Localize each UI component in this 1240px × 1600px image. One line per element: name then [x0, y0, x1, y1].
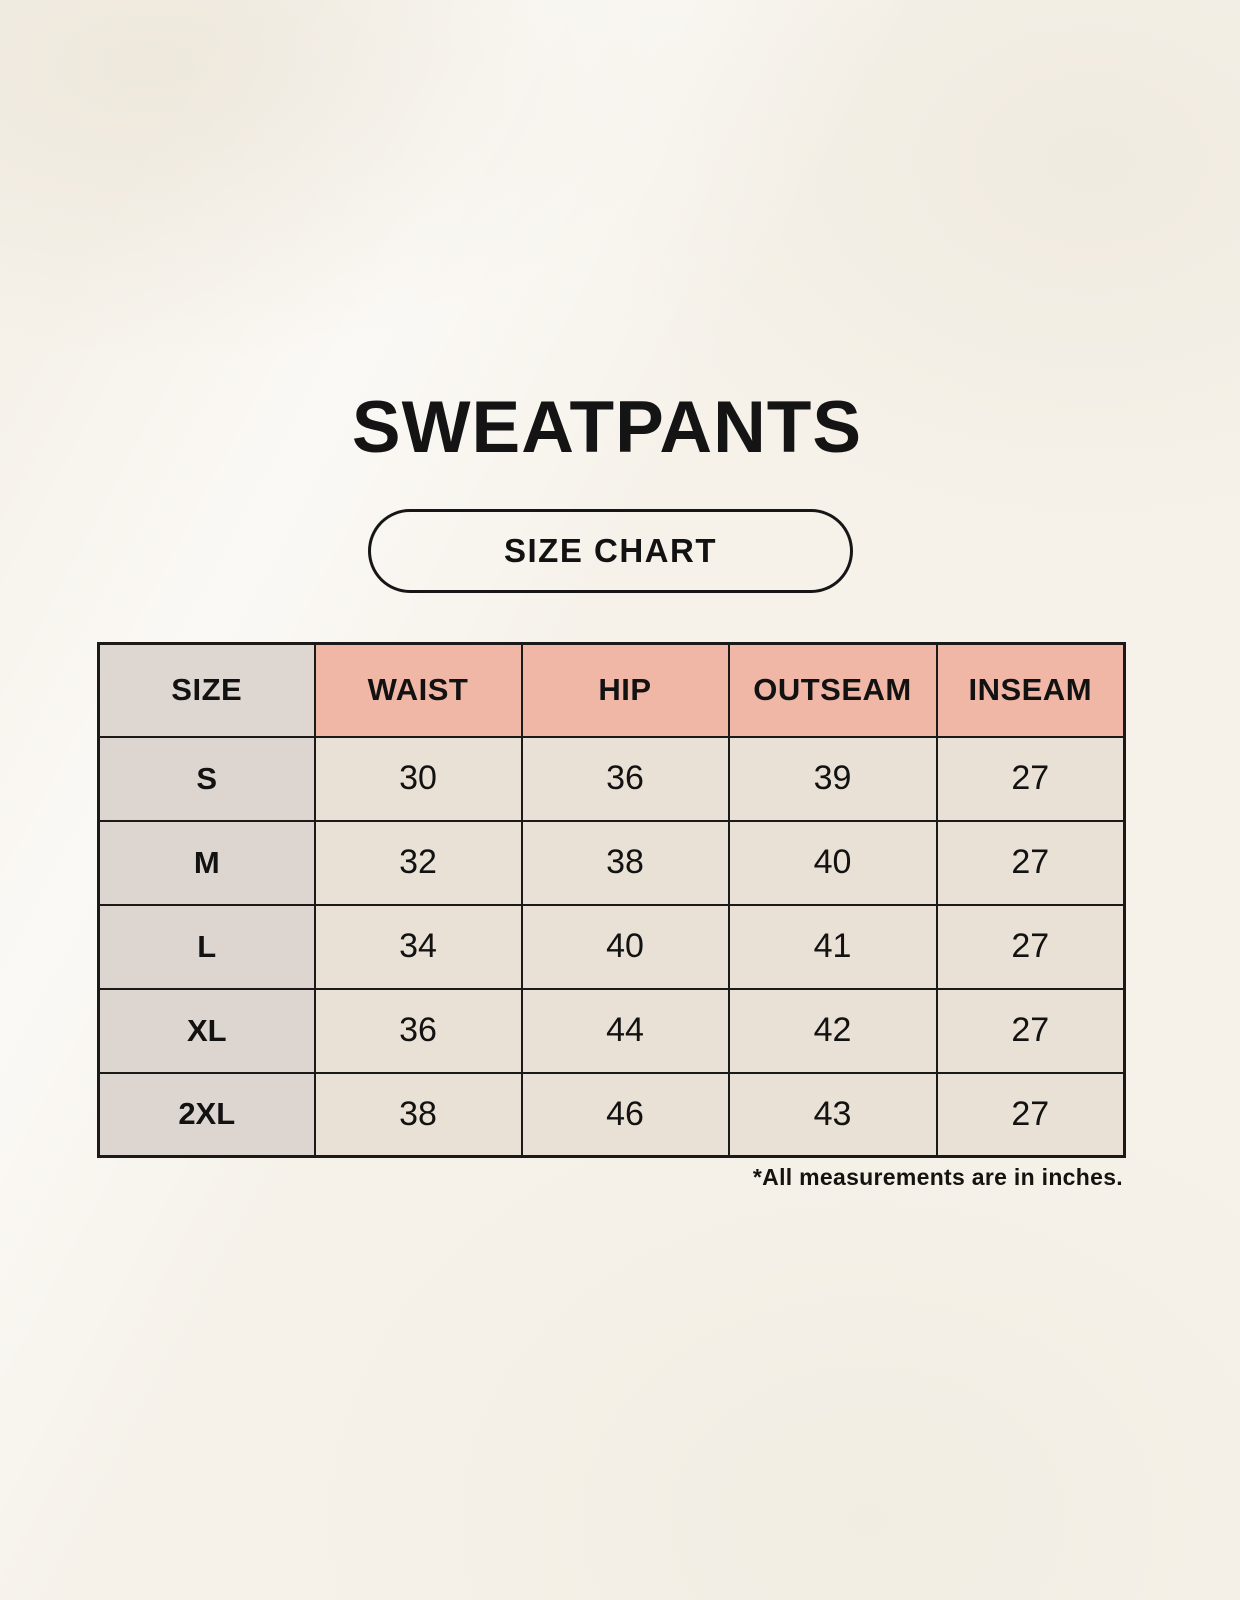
cell-l-hip: 40: [522, 905, 729, 989]
header-row: [99, 644, 1125, 737]
row-label-l: L: [99, 905, 315, 989]
cell-m-waist: 32: [315, 821, 522, 905]
cell-m-hip: 38: [522, 821, 729, 905]
cell-s-outseam: 39: [729, 737, 937, 821]
size-chart-table: [97, 642, 1126, 1158]
cell-l-outseam: 41: [729, 905, 937, 989]
size-chart-badge-label: SIZE CHART: [504, 532, 717, 569]
measurements-footnote: *All measurements are in inches.: [752, 1164, 1123, 1190]
cell-m-outseam: 40: [729, 821, 937, 905]
cell-2xl-hip: 46: [522, 1073, 729, 1157]
row-label-s: S: [99, 737, 315, 821]
cell-xl-inseam: 27: [937, 989, 1125, 1073]
column-header-outseam: OUTSEAM: [729, 644, 937, 737]
cell-xl-outseam: 42: [729, 989, 937, 1073]
cell-s-inseam: 27: [937, 737, 1125, 821]
table-row-s: [99, 737, 1125, 821]
cell-2xl-inseam: 27: [937, 1073, 1125, 1157]
row-label-xl: XL: [99, 989, 315, 1073]
cell-l-waist: 34: [315, 905, 522, 989]
table-row-l: [99, 905, 1125, 989]
size-table-container: [97, 642, 1123, 1158]
cell-xl-waist: 36: [315, 989, 522, 1073]
column-header-size: SIZE: [99, 644, 315, 737]
row-label-2xl: 2XL: [99, 1073, 315, 1157]
cell-s-waist: 30: [315, 737, 522, 821]
table-row-xl: [99, 989, 1125, 1073]
column-header-hip: HIP: [522, 644, 729, 737]
size-chart-badge: [368, 509, 853, 593]
column-header-inseam: INSEAM: [937, 644, 1125, 737]
cell-xl-hip: 44: [522, 989, 729, 1073]
cell-l-inseam: 27: [937, 905, 1125, 989]
table-row-m: [99, 821, 1125, 905]
cell-2xl-outseam: 43: [729, 1073, 937, 1157]
row-label-m: M: [99, 821, 315, 905]
cell-s-hip: 36: [522, 737, 729, 821]
cell-m-inseam: 27: [937, 821, 1125, 905]
page-title: SWEATPANTS: [351, 387, 863, 468]
column-header-waist: WAIST: [315, 644, 522, 737]
cell-2xl-waist: 38: [315, 1073, 522, 1157]
table-row-2xl: [99, 1073, 1125, 1157]
